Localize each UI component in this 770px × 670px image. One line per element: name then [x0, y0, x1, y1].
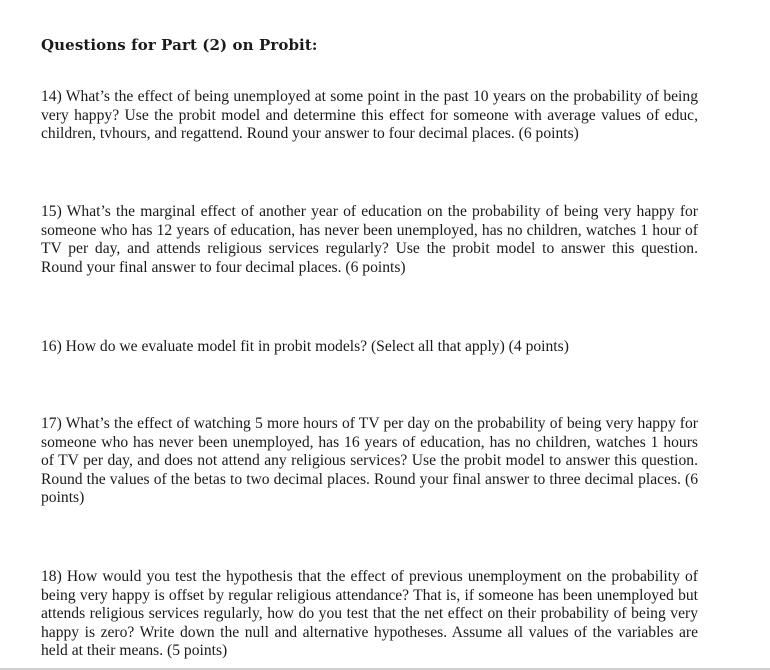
section-heading: Questions for Part (2) on Probit:: [41, 36, 318, 54]
question-15: 15) What’s the marginal effect of another year of education on the probability of being very happy for someone who has 12 years of education, has never been unemployed, has no children, watches 1 hour of TV per day, and attends religious services regularly? Use the probit model to answer this question. Round your final answer to four decimal places. (6 points): [41, 203, 698, 276]
question-17: 17) What’s the effect of watching 5 more hours of TV per day on the probability of being very happy for someone who has never been unemployed, has 16 years of education, has no children, watches 1 hours of TV per day, and does not attend any religious services? Use the probit model to answer this question. Round the values of the betas to two decimal places. Round your final answer to three decimal places. (6 points): [41, 415, 698, 507]
question-18: 18) How would you test the hypothesis that the effect of previous unemployment on the probability of being very happy is offset by regular religious attendance? That is, if someone has been unemployed but attends religious services regularly, how do you test that the net effect on their probability of being very happy is zero? Write down the null and alternative hypotheses. Assume all values of the variables are held at their means. (5 points): [41, 568, 698, 660]
question-16: 16) How do we evaluate model fit in probit models? (Select all that apply) (4 points): [41, 338, 569, 355]
question-14: 14) What’s the effect of being unemployed at some point in the past 10 years on the probability of being very happy? Use the probit model and determine this effect for someone with average values of educ, children, tvhours, and regattend. Round your answer to four decimal places. (6 points): [41, 88, 698, 143]
